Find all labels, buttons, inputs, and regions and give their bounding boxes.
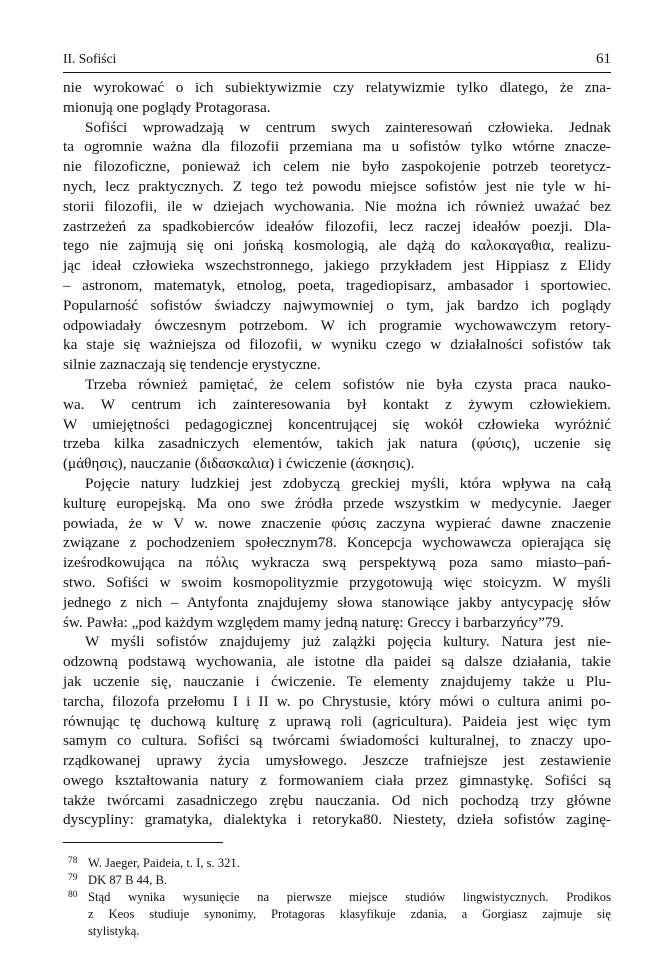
running-title: II. Sofiści <box>63 51 117 66</box>
text-line: stwo. Sofiści w swoim kosmopolityzmie przygotowują więc stoicyzm. W myśli <box>63 573 611 591</box>
text-line: Trzeba również pamiętać, że celem sofistów nie była czysta praca nauko- <box>85 375 611 393</box>
header-rule <box>63 72 611 73</box>
body-text <box>63 78 611 830</box>
footnote-marker: 79 <box>68 873 78 883</box>
text-line: nie filozoficzne, ponieważ ich celem nie było zaspokojenie potrzeb teoretycz- <box>63 158 611 176</box>
text-line: Popularność sofistów świadczy najwymowniej o tym, jak bardzo ich poglądy <box>63 296 611 314</box>
text-line: Pojęcie natury ludzkiej jest zdobyczą greckiej myśli, która wpływa na całą <box>85 474 611 492</box>
text-line: – astronom, matematyk, etnolog, poeta, tragediopisarz, ambasador i sportowiec. <box>63 276 611 294</box>
text-line: jąc ideał człowieka wszechstronnego, jakiego przykładem jest Hippiasz z Elidy <box>63 257 611 275</box>
text-line: iześrodkowująca na πόλις wykracza swą perspektywą poza samo miasto–pań- <box>63 554 611 572</box>
running-header <box>63 49 611 69</box>
text-line: jednego z nich – Antyfonta znajdujemy słowa stanowiące jakby antycypację słów <box>63 593 611 611</box>
text-line: mionują one poglądy Protagorasa. <box>63 98 271 116</box>
text-line: (μάθησις), nauczanie (διδασκαλια) i ćwiczenie (άσκησις). <box>63 455 415 473</box>
text-line: ka staje się ważniejsza od filozofii, w wyniku czego w działalności sofistów tak <box>63 336 611 354</box>
footnote-79 <box>68 872 611 889</box>
text-line: trzeba kilka zasadniczych elementów, takich jak natura (φύσις), uczenie się <box>63 435 611 453</box>
text-line: św. Pawła: „pod każdym względem mamy jedną naturę: Greccy i barbarzyńcy”79. <box>63 613 564 631</box>
text-line: rządkowanej uprawy życia umysłowego. Jeszcze trafniejsze jest zestawienie <box>63 752 611 770</box>
footnote-marker: 80 <box>68 890 78 900</box>
footnote-78 <box>68 855 611 872</box>
text-line: także twórcami zasadniczego zrębu nauczania. Od nich pochodzą trzy główne <box>63 791 611 809</box>
text-line: owego kształtowania natury z formowaniem ciała przez gimnastykę. Sofiści są <box>63 771 611 789</box>
text-line: ta ogromnie ważna dla filozofii przemiana ma u sofistów tylko wtórne znacze- <box>63 138 611 156</box>
text-line: związane z pochodzeniem społecznym78. Koncepcja wychowawcza opierająca się <box>63 534 611 552</box>
text-line: zastrzeżeń za spadkobierców ideałów filozofii, lecz raczej ideałów poezji. Dla- <box>63 217 611 235</box>
text-line: W myśli sofistów znajdujemy już zalążki pojęcia kultury. Natura jest nie- <box>85 633 611 651</box>
text-line: storii filozofii, ile w dziejach wychowania. Nie można ich również uważać bez <box>63 197 611 215</box>
footnote-line: stylistyką. <box>88 924 140 938</box>
text-line: odpowiadały ówczesnym potrzebom. W ich programie wychowawczym retory- <box>63 316 611 334</box>
text-line: samym co cultura. Sofiści są twórcami świadomości kulturalnej, to znaczy upo- <box>63 732 611 750</box>
text-line: Sofiści wprowadzają w centrum swych zainteresowań człowieka. Jednak <box>85 118 611 136</box>
text-line: W umiejętności pedagogicznej koncentrującej się wokół człowieka wyróżnić <box>63 415 611 433</box>
text-line: wa. W centrum ich zainteresowania był kontakt z żywym człowiekiem. <box>63 395 611 413</box>
footnote-line: W. Jaeger, Paideia, t. I, s. 321. <box>88 856 240 870</box>
text-line: nie wyrokować o ich subiektywizmie czy relatywizmie tylko dlatego, że zna- <box>63 79 611 96</box>
text-line: odzowną podstawą wychowania, ale istotne dla paidei są dalsze działania, takie <box>63 653 611 671</box>
page-number: 61 <box>596 51 611 67</box>
text-line: nych, lecz praktycznych. Z tego też powodu miejsce sofistów jest nie tyle w hi- <box>63 177 611 195</box>
footnote-rule <box>63 842 223 843</box>
footnotes <box>68 855 611 940</box>
text-line: kulturę europejską. Ma ono swe źródła przede wszystkim w medycynie. Jaeger <box>63 494 611 512</box>
footnote-marker: 78 <box>68 856 78 866</box>
footnote-line: Stąd wynika wysunięcie na pierwsze miejsce studiów lingwistycznych. Prodikos <box>88 890 611 904</box>
text-line: jak uczenie się, nauczanie i ćwiczenie. Te elementy znajdujemy także u Plu- <box>63 672 611 690</box>
text-line: powiada, że w V w. nowe znaczenie φύσις zaczyna wypierać dawne znaczenie <box>63 514 611 532</box>
text-line: dyscypliny: gramatyka, dialektyka i retoryka80. Niestety, dzieła sofistów zaginę- <box>63 811 611 829</box>
footnote-line: DK 87 B 44, B. <box>88 873 168 887</box>
footnote-line: z Keos studiuje synonimy, Protagoras klasyfikuje zdania, a Gorgiasz zajmuje się <box>88 907 611 921</box>
text-line: silnie zaznaczają się tendencje erystyczne. <box>63 356 321 374</box>
text-line: równując tę duchową kulturę z uprawą roli (agricultura). Paideia jest więc tym <box>63 712 611 730</box>
text-line: tarcha, filozofa przełomu I i II w. po Chrystusie, który mówi o cultura animi po- <box>63 692 611 710</box>
text-line: tego nie zajmują się oni jońską kosmologią, ale dążą do καλοκαγαθια, realizu- <box>63 237 611 255</box>
footnote-80 <box>68 889 611 940</box>
